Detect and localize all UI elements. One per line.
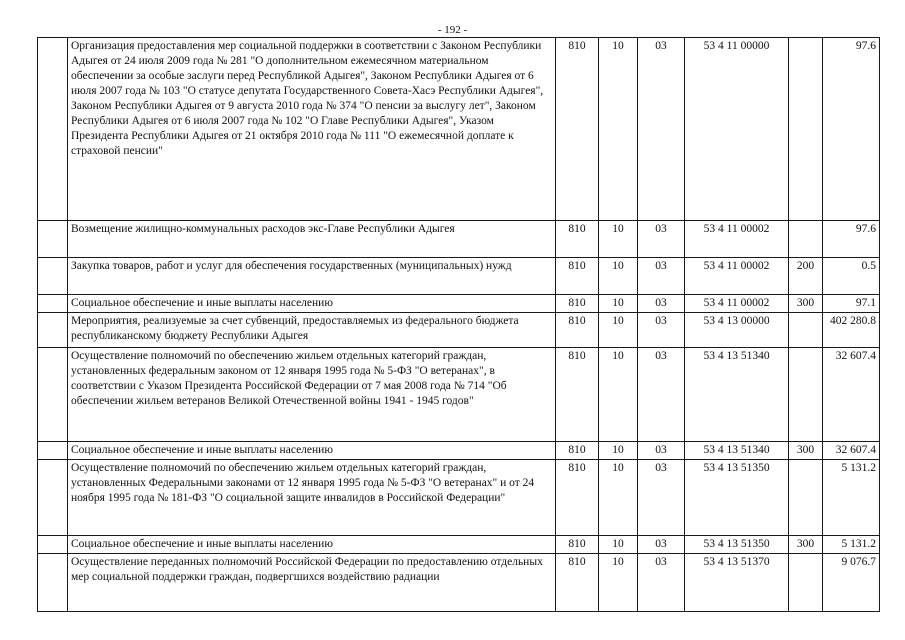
- table-row: [38, 295, 880, 313]
- section-code: 10: [599, 221, 638, 258]
- row-marker-cell: [38, 258, 68, 295]
- section-code: 10: [599, 442, 638, 460]
- amount: 32 607.4: [823, 348, 880, 442]
- ministry-code: 810: [556, 295, 599, 313]
- expense-type-code: 300: [789, 295, 823, 313]
- expense-type-code: [789, 554, 823, 612]
- row-name: Закупка товаров, работ и услуг для обеспечения государственных (муниципальных) нужд: [68, 258, 556, 295]
- section-code: 10: [599, 313, 638, 348]
- row-marker-cell: [38, 442, 68, 460]
- table-row: [38, 313, 880, 348]
- table-row: [38, 258, 880, 295]
- section-code: 10: [599, 38, 638, 221]
- ministry-code: 810: [556, 460, 599, 536]
- row-marker-cell: [38, 554, 68, 612]
- expense-type-code: [789, 38, 823, 221]
- table-row: [38, 38, 880, 221]
- target-item-code: 53 4 13 51340: [685, 442, 789, 460]
- amount: 97.1: [823, 295, 880, 313]
- ministry-code: 810: [556, 554, 599, 612]
- row-marker-cell: [38, 348, 68, 442]
- section-code: 10: [599, 460, 638, 536]
- subsection-code: 03: [638, 442, 685, 460]
- table-row: [38, 442, 880, 460]
- target-item-code: 53 4 13 00000: [685, 313, 789, 348]
- subsection-code: 03: [638, 460, 685, 536]
- expense-type-code: 300: [789, 442, 823, 460]
- ministry-code: 810: [556, 348, 599, 442]
- row-name: Социальное обеспечение и иные выплаты населению: [68, 442, 556, 460]
- table-row: [38, 348, 880, 442]
- target-item-code: 53 4 13 51350: [685, 460, 789, 536]
- amount: 97.6: [823, 38, 880, 221]
- ministry-code: 810: [556, 313, 599, 348]
- table-row: [38, 554, 880, 612]
- row-marker-cell: [38, 536, 68, 554]
- row-name: Социальное обеспечение и иные выплаты населению: [68, 536, 556, 554]
- amount: 402 280.8: [823, 313, 880, 348]
- subsection-code: 03: [638, 348, 685, 442]
- amount: 97.6: [823, 221, 880, 258]
- row-marker-cell: [38, 313, 68, 348]
- ministry-code: 810: [556, 258, 599, 295]
- expense-type-code: [789, 460, 823, 536]
- ministry-code: 810: [556, 442, 599, 460]
- section-code: 10: [599, 536, 638, 554]
- expense-type-code: 200: [789, 258, 823, 295]
- subsection-code: 03: [638, 295, 685, 313]
- ministry-code: 810: [556, 536, 599, 554]
- amount: 5 131.2: [823, 460, 880, 536]
- row-name: Возмещение жилищно-коммунальных расходов экс-Главе Республики Адыгея: [68, 221, 556, 258]
- target-item-code: 53 4 11 00002: [685, 295, 789, 313]
- target-item-code: 53 4 11 00002: [685, 258, 789, 295]
- target-item-code: 53 4 11 00000: [685, 38, 789, 221]
- expense-type-code: 300: [789, 536, 823, 554]
- target-item-code: 53 4 13 51370: [685, 554, 789, 612]
- table-row: [38, 460, 880, 536]
- row-name: Организация предоставления мер социальной поддержки в соответствии с Законом Республики Адыгея от 24 июля 2009 года № 281 "О дополнительном ежемесячном материальном обеспечении за особые заслуги перед Республикой Адыгея", Законом Республики Адыгея от 6 июля 2007 года № 103 "О статусе депутата Государственного Совета-Хасэ Республики Адыгея", Законом Республики Адыгея от 9 августа 2010 года № 374 "О пенсии за выслугу лет", Законом Республики Адыгея от 6 июля 2007 года № 102 "О Главе Республики Адыгея", Указом Президента Республики Адыгея от 21 октября 2010 года № 111 "О ежемесячной доплате к страховой пенсии": [68, 38, 556, 221]
- row-name: Осуществление переданных полномочий Российской Федерации по предоставлению отдельных мер социальной поддержки граждан, подвергшихся воздействию радиации: [68, 554, 556, 612]
- target-item-code: 53 4 11 00002: [685, 221, 789, 258]
- table-row: [38, 221, 880, 258]
- row-name: Мероприятия, реализуемые за счет субвенций, предоставляемых из федерального бюджета республиканскому бюджету Республики Адыгея: [68, 313, 556, 348]
- amount: 5 131.2: [823, 536, 880, 554]
- subsection-code: 03: [638, 38, 685, 221]
- target-item-code: 53 4 13 51340: [685, 348, 789, 442]
- subsection-code: 03: [638, 313, 685, 348]
- section-code: 10: [599, 554, 638, 612]
- subsection-code: 03: [638, 536, 685, 554]
- subsection-code: 03: [638, 221, 685, 258]
- ministry-code: 810: [556, 38, 599, 221]
- amount: 9 076.7: [823, 554, 880, 612]
- amount: 32 607.4: [823, 442, 880, 460]
- page-number: - 192 -: [437, 24, 468, 36]
- subsection-code: 03: [638, 554, 685, 612]
- expense-type-code: [789, 221, 823, 258]
- amount: 0.5: [823, 258, 880, 295]
- budget-table: [37, 37, 880, 612]
- expense-type-code: [789, 313, 823, 348]
- target-item-code: 53 4 13 51350: [685, 536, 789, 554]
- row-marker-cell: [38, 295, 68, 313]
- row-name: Социальное обеспечение и иные выплаты населению: [68, 295, 556, 313]
- section-code: 10: [599, 258, 638, 295]
- subsection-code: 03: [638, 258, 685, 295]
- ministry-code: 810: [556, 221, 599, 258]
- section-code: 10: [599, 295, 638, 313]
- row-marker-cell: [38, 460, 68, 536]
- row-name: Осуществление полномочий по обеспечению жильем отдельных категорий граждан, установленных Федеральными законами от 12 января 1995 года № 5-ФЗ "О ветеранах" и от 24 ноября 1995 года № 181-ФЗ "О социальной защите инвалидов в Российской Федерации": [68, 460, 556, 536]
- expense-type-code: [789, 348, 823, 442]
- table-row: [38, 536, 880, 554]
- row-marker-cell: [38, 38, 68, 221]
- section-code: 10: [599, 348, 638, 442]
- row-marker-cell: [38, 221, 68, 258]
- row-name: Осуществление полномочий по обеспечению жильем отдельных категорий граждан, установленных федеральным законом от 12 января 1995 года № 5-ФЗ "О ветеранах", в соответствии с Указом Президента Российской Федерации от 7 мая 2008 года № 714 "Об обеспечении жильем ветеранов Великой Отечественной войны 1941 - 1945 годов": [68, 348, 556, 442]
